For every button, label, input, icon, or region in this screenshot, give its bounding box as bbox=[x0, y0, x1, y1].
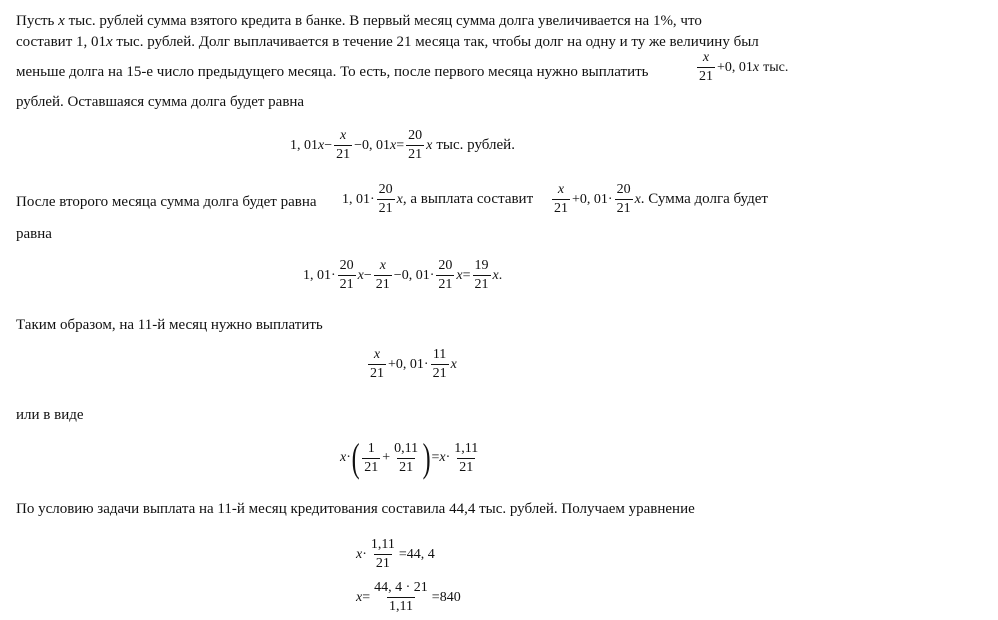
text: тыс. рублей сумма взятого кредита в банке. В первый месяц сумма долга увеличивается на 1%, что bbox=[64, 13, 702, 29]
formula-remaining-debt-1: 1, 01 x − $\frac{x}{21}$ − 0, 01 x = $\frac{20}{21}$ x тыс. рублей. bbox=[290, 128, 515, 162]
var-x: x bbox=[106, 34, 113, 50]
fraction: $\frac{44, 4 \cdot 21}{1,11}$ bbox=[374, 580, 428, 614]
fraction: $\frac{19}{21}$ bbox=[474, 258, 489, 292]
fraction: $\frac{x}{21}$ bbox=[699, 50, 713, 84]
text-line-4 bbox=[16, 93, 304, 111]
fraction: $\frac{20}{21}$ bbox=[438, 258, 453, 292]
fraction: $\frac{20}{21}$ bbox=[408, 128, 423, 162]
text-line-7 bbox=[16, 316, 323, 334]
fraction: $\frac{1,11}{21}$ bbox=[454, 440, 479, 475]
fraction: $\frac{x}{21}$ bbox=[554, 182, 568, 216]
formula-payment-11: $\frac{x}{21}$ + 0, 01 · $\frac{11}{21}$ x bbox=[370, 347, 457, 381]
text-line-6 bbox=[16, 225, 52, 243]
formula-factored: x · ( $\frac{1}{21}$ + $\frac{0,11}{21}$ ) = x · $\frac{1,11}{21}$ bbox=[340, 435, 479, 480]
fraction: $\frac{20}{21}$ bbox=[616, 182, 631, 216]
fraction: $\frac{1}{21}$ bbox=[364, 440, 379, 475]
text: меньше долга на 15-е число предыдущего месяца. То есть, после первого месяца нужно выплатить bbox=[16, 64, 649, 80]
text: тыс. bbox=[763, 59, 789, 75]
text-line-8 bbox=[16, 406, 84, 424]
text: Пусть bbox=[16, 13, 59, 29]
inline-formula-payment-2: $\frac{x}{21}$ + 0, 01 · $\frac{20}{21}$ x . Сумма долга будет bbox=[554, 182, 768, 216]
fraction: $\frac{x}{21}$ bbox=[375, 258, 390, 292]
fraction: $\frac{11}{21}$ bbox=[432, 347, 447, 381]
text: Таким образом, на 11-й месяц нужно выплатить bbox=[16, 317, 323, 333]
text: После второго месяца сумма долга будет равна bbox=[16, 194, 317, 210]
formula-equation: x · $\frac{1,11}{21}$ = 44, 4 bbox=[356, 537, 435, 571]
fraction: $\frac{x}{21}$ bbox=[370, 347, 384, 381]
coef: 1, 01 bbox=[76, 34, 106, 50]
formula-solution: x = $\frac{44, 4 \cdot 21}{1,11}$ = 840 bbox=[356, 580, 461, 614]
text-line-3 bbox=[16, 63, 649, 81]
text-line-2 bbox=[16, 33, 759, 51]
fraction: $\frac{20}{21}$ bbox=[339, 258, 354, 292]
text: тыс. рублей. Долг выплачивается в течение 21 месяца так, чтобы долг на одну и ту же величину был bbox=[112, 34, 759, 50]
fraction: $\frac{1,11}{21}$ bbox=[370, 537, 395, 571]
text-line-9 bbox=[16, 500, 695, 518]
text: составит bbox=[16, 34, 76, 50]
text-line-1 bbox=[16, 12, 702, 30]
text: равна bbox=[16, 226, 52, 242]
text: По условию задачи выплата на 11-й месяц кредитования составила 44,4 тыс. рублей. Получаем уравнение bbox=[16, 501, 695, 517]
fraction: $\frac{x}{21}$ bbox=[336, 128, 351, 162]
text: или в виде bbox=[16, 407, 84, 423]
fraction: $\frac{20}{21}$ bbox=[378, 182, 393, 216]
var-x: x bbox=[58, 13, 65, 29]
formula-remaining-debt-2: 1, 01 · $\frac{20}{21}$ x − $\frac{x}{21}$ − 0, 01 · $\frac{20}{21}$ x = $\frac{19}{21}$ x . bbox=[303, 258, 503, 292]
text: рублей. Оставшаяся сумма долга будет равна bbox=[16, 94, 305, 110]
inline-formula-debt-2: 1, 01 · $\frac{20}{21}$ x , а выплата составит bbox=[342, 182, 534, 216]
text-line-5 bbox=[16, 193, 317, 211]
inline-formula-payment: $\frac{x}{21}$ + 0, 01 x тыс. bbox=[699, 50, 789, 84]
fraction: $\frac{0,11}{21}$ bbox=[394, 440, 419, 475]
